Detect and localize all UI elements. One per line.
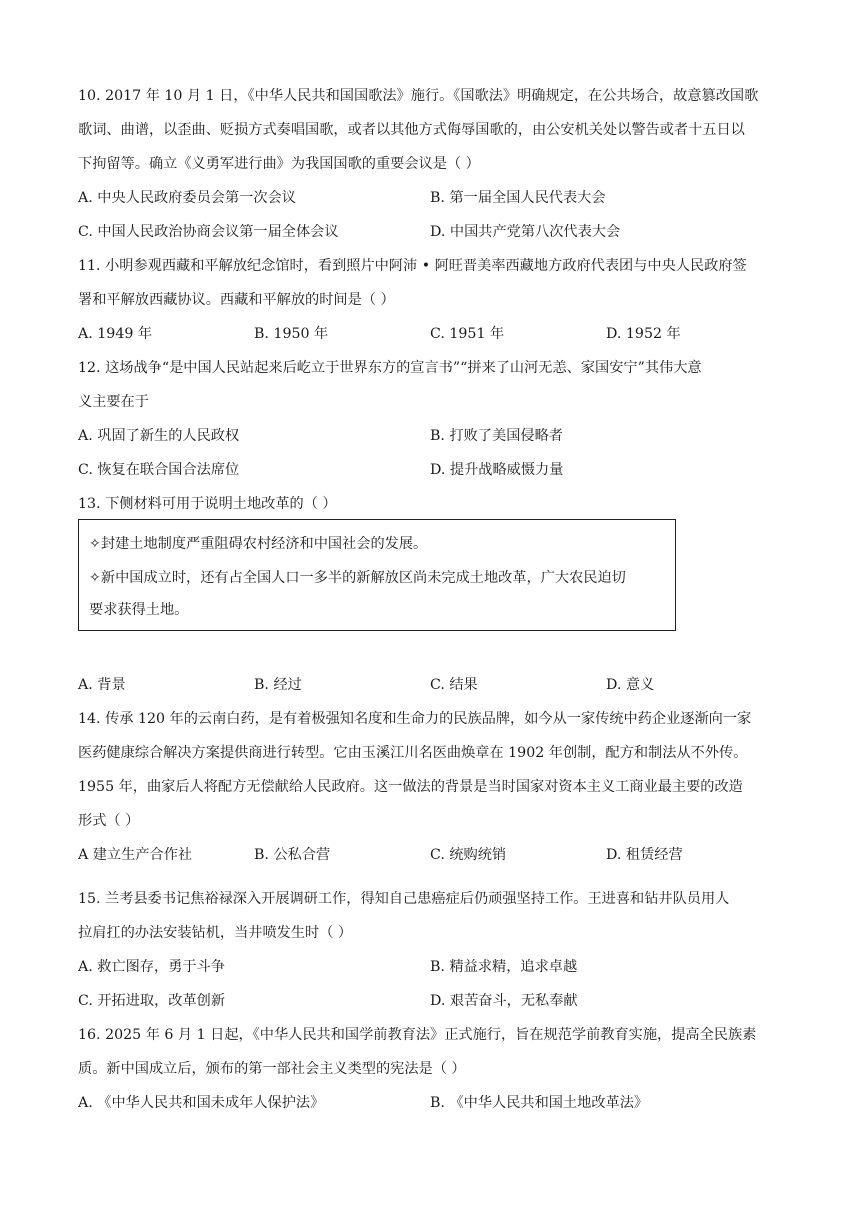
question-text-line: 11. 小明参观西藏和平解放纪念馆时，看到照片中阿沛 • 阿旺晋美率西藏地方政府代表团与中央人民政府签 <box>78 258 747 274</box>
option-d[interactable]: D. 提升战略威慑力量 <box>430 462 564 478</box>
question-text-line: 14. 传承 120 年的云南白药，是有着极强知名度和生命力的民族品牌，如今从一家传统中药企业逐渐向一家 <box>78 711 752 727</box>
option-b[interactable]: B. 1950 年 <box>254 326 329 342</box>
option-a[interactable]: A. 中央人民政府委员会第一次会议 <box>78 190 296 206</box>
question-text-line: 15. 兰考县委书记焦裕禄深入开展调研工作，得知自己患癌症后仍顽强坚持工作。王进喜和钻井队员用人 <box>78 891 730 907</box>
question-text-line: 13. 下侧材料可用于说明土地改革的（ ） <box>78 496 337 512</box>
option-a[interactable]: A. 救亡图存，勇于斗争 <box>78 959 225 975</box>
question-text-line: 1955 年，曲家后人将配方无偿献给人民政府。这一做法的背景是当时国家对资本主义工商业最主要的改造 <box>78 779 743 795</box>
question-text-line: 12. 这场战争“是中国人民站起来后屹立于世界东方的宣言书”“拼来了山河无恙、家国安宁”其伟大意 <box>78 360 702 376</box>
question-text-line: 质。新中国成立后，颁布的第一部社会主义类型的宪法是（ ） <box>78 1061 466 1077</box>
material-line: ✧封建土地制度严重阻碍农村经济和中国社会的发展。 <box>89 536 428 552</box>
option-d[interactable]: D. 意义 <box>606 677 655 693</box>
option-b[interactable]: B. 打败了美国侵略者 <box>430 428 563 444</box>
option-a[interactable]: A. 《中华人民共和国未成年人保护法》 <box>78 1095 325 1111</box>
option-a[interactable]: A. 巩固了新生的人民政权 <box>78 428 240 444</box>
option-c[interactable]: C. 1951 年 <box>430 326 505 342</box>
option-c[interactable]: C. 统购统销 <box>430 847 507 863</box>
question-text-line: 医药健康综合解决方案提供商进行转型。它由玉溪江川名医曲焕章在 1902 年创制，配方和制法从不外传。 <box>78 745 748 761</box>
option-a[interactable]: A 建立生产合作社 <box>78 847 193 863</box>
option-a[interactable]: A. 背景 <box>78 677 126 693</box>
option-c[interactable]: C. 恢复在联合国合法席位 <box>78 462 240 478</box>
question-text-line: 下拘留等。确立《义勇军进行曲》为我国国歌的重要会议是（ ） <box>78 156 480 172</box>
option-d[interactable]: D. 中国共产党第八次代表大会 <box>430 224 621 240</box>
question-text-line: 16. 2025 年 6 月 1 日起，《中华人民共和国学前教育法》正式施行，旨在规范学前教育实施，提高全民族素 <box>78 1027 757 1043</box>
option-c[interactable]: C. 中国人民政治协商会议第一届全体会议 <box>78 224 339 240</box>
option-b[interactable]: B. 《中华人民共和国土地改革法》 <box>430 1095 649 1111</box>
option-d[interactable]: D. 艰苦奋斗，无私奉献 <box>430 993 578 1009</box>
question-text-line: 歌词、曲谱，以歪曲、贬损方式奏唱国歌，或者以其他方式侮辱国歌的，由公安机关处以警告或者十五日以 <box>78 122 745 138</box>
question-text-line: 署和平解放西藏协议。西藏和平解放的时间是（ ） <box>78 292 395 308</box>
option-b[interactable]: B. 经过 <box>254 677 302 693</box>
option-c[interactable]: C. 开拓进取，改革创新 <box>78 993 226 1009</box>
material-line: ✧新中国成立时，还有占全国人口一多半的新解放区尚未完成土地改革，广大农民迫切 <box>89 570 626 586</box>
question-text-line: 拉肩扛的办法安装钻机，当井喷发生时（ ） <box>78 925 353 941</box>
option-b[interactable]: B. 公私合营 <box>254 847 331 863</box>
option-b[interactable]: B. 第一届全国人民代表大会 <box>430 190 606 206</box>
material-line: 要求获得土地。 <box>89 602 189 618</box>
option-d[interactable]: D. 1952 年 <box>606 326 681 342</box>
question-text-line: 10. 2017 年 10 月 1 日，《中华人民共和国国歌法》施行。《国歌法》明确规定，在公共场合，故意篡改国歌 <box>78 88 759 104</box>
material-box <box>78 519 676 631</box>
option-c[interactable]: C. 结果 <box>430 677 478 693</box>
option-b[interactable]: B. 精益求精，追求卓越 <box>430 959 578 975</box>
option-d[interactable]: D. 租赁经营 <box>606 847 683 863</box>
option-a[interactable]: A. 1949 年 <box>78 326 153 342</box>
question-text-line: 义主要在于 <box>78 394 149 410</box>
question-text-line: 形式（ ） <box>78 813 140 829</box>
